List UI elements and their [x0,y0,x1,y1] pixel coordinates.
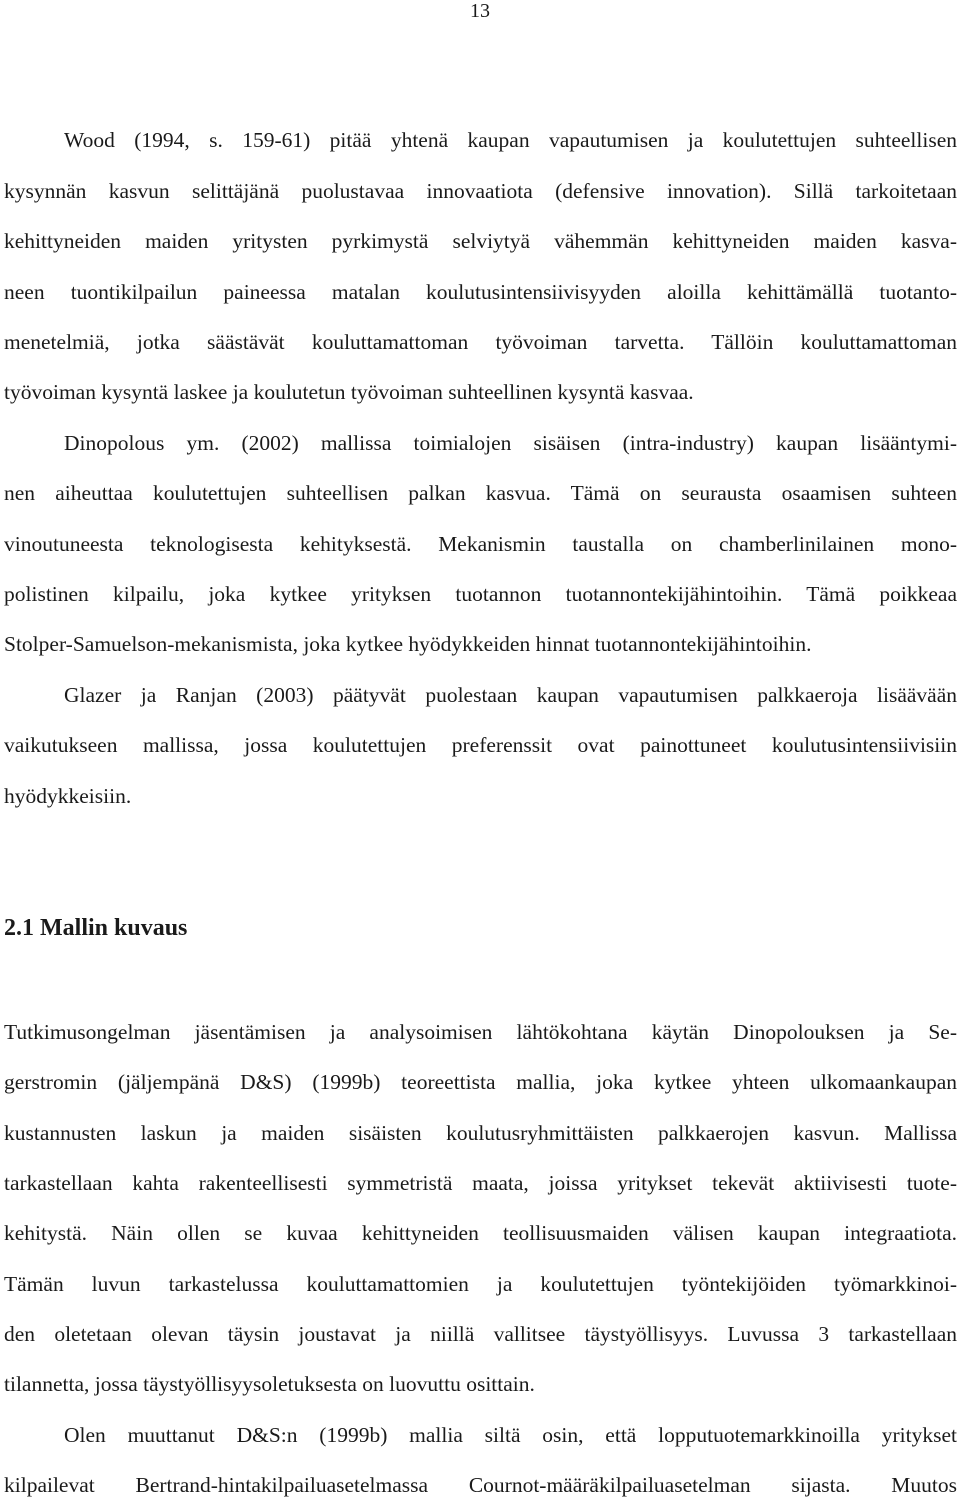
text-line: Stolper-Samuelson-mekanismista, joka kytkee hyödykkeiden hinnat tuotannontekijähintoihin. [4,632,812,656]
text-line: neen tuontikilpailun paineessa matalan koulutusintensiivisyyden aloilla kehittämällä tuotanto- [4,280,957,304]
text-line: gerstromin (jäljempänä D&S) (1999b) teoreettista mallia, joka kytkee yhteen ulkomaankaupan [4,1070,957,1094]
text-line: tarkastellaan kahta rakenteellisesti symmetristä maata, joissa yritykset tekevät aktiivisesti tuote- [4,1171,957,1195]
text-line: polistinen kilpailu, joka kytkee yrityksen tuotannon tuotannontekijähintoihin. Tämä poikkeaa [4,582,957,606]
text-line: hyödykkeisiin. [4,784,132,808]
text-line: vaikutukseen mallissa, jossa koulutettujen preferenssit ovat painottuneet koulutusintensiivisiin [4,733,957,757]
text-line: kehittyneiden maiden yritysten pyrkimystä selviytyä vähemmän kehittyneiden maiden kasva- [4,229,957,253]
text-line: vinoutuneesta teknologisesta kehityksestä. Mekanismin taustalla on chamberlinilainen mono- [4,532,957,556]
text-line: Tämän luvun tarkastelussa kouluttamattomien ja koulutettujen työntekijöiden työmarkkinoi- [4,1272,957,1296]
text-line: Tutkimusongelman jäsentämisen ja analysoimisen lähtökohtana käytän Dinopolouksen ja Se- [4,1020,957,1044]
text-line: den oletetaan olevan täysin joustavat ja niillä vallitsee täystyöllisyys. Luvussa 3 tarkastellaan [4,1322,957,1346]
text-line: tilannetta, jossa täystyöllisyysoletuksesta on luovuttu osittain. [4,1372,535,1396]
section-heading: 2.1 Mallin kuvaus [4,915,188,941]
text-line: kehitystä. Näin ollen se kuvaa kehittyneiden teollisuusmaiden välisen kaupan integraatiota. [4,1221,957,1245]
text-line: kysynnän kasvun selittäjänä puolustavaa innovaatiota (defensive innovation). Sillä tarkoitetaan [4,179,957,203]
text-line: Glazer ja Ranjan (2003) päätyvät puolestaan kaupan vapautumisen palkkaeroja lisäävään [64,683,957,707]
text-line: menetelmiä, jotka säästävät kouluttamattoman työvoiman tarvetta. Tällöin kouluttamattoman [4,330,957,354]
text-line: työvoiman kysyntä laskee ja koulutetun työvoiman suhteellinen kysyntä kasvaa. [4,380,694,404]
text-line: Olen muuttanut D&S:n (1999b) mallia siltä osin, että lopputuotemarkkinoilla yritykset [64,1423,957,1447]
text-line: Dinopolous ym. (2002) mallissa toimialojen sisäisen (intra-industry) kaupan lisääntymi- [64,431,957,455]
text-line: Wood (1994, s. 159-61) pitää yhtenä kaupan vapautumisen ja koulutettujen suhteellisen [64,128,957,152]
text-line: kustannusten laskun ja maiden sisäisten koulutusryhmittäisten palkkaerojen kasvun. Mallissa [4,1121,957,1145]
page-number: 13 [470,0,490,22]
text-line: nen aiheuttaa koulutettujen suhteellisen palkan kasvua. Tämä on seurausta osaamisen suhteen [4,481,957,505]
text-line: kilpailevat Bertrand-hintakilpailuasetelmassa Cournot-määräkilpailuasetelman sijasta. Muutos [4,1473,957,1497]
